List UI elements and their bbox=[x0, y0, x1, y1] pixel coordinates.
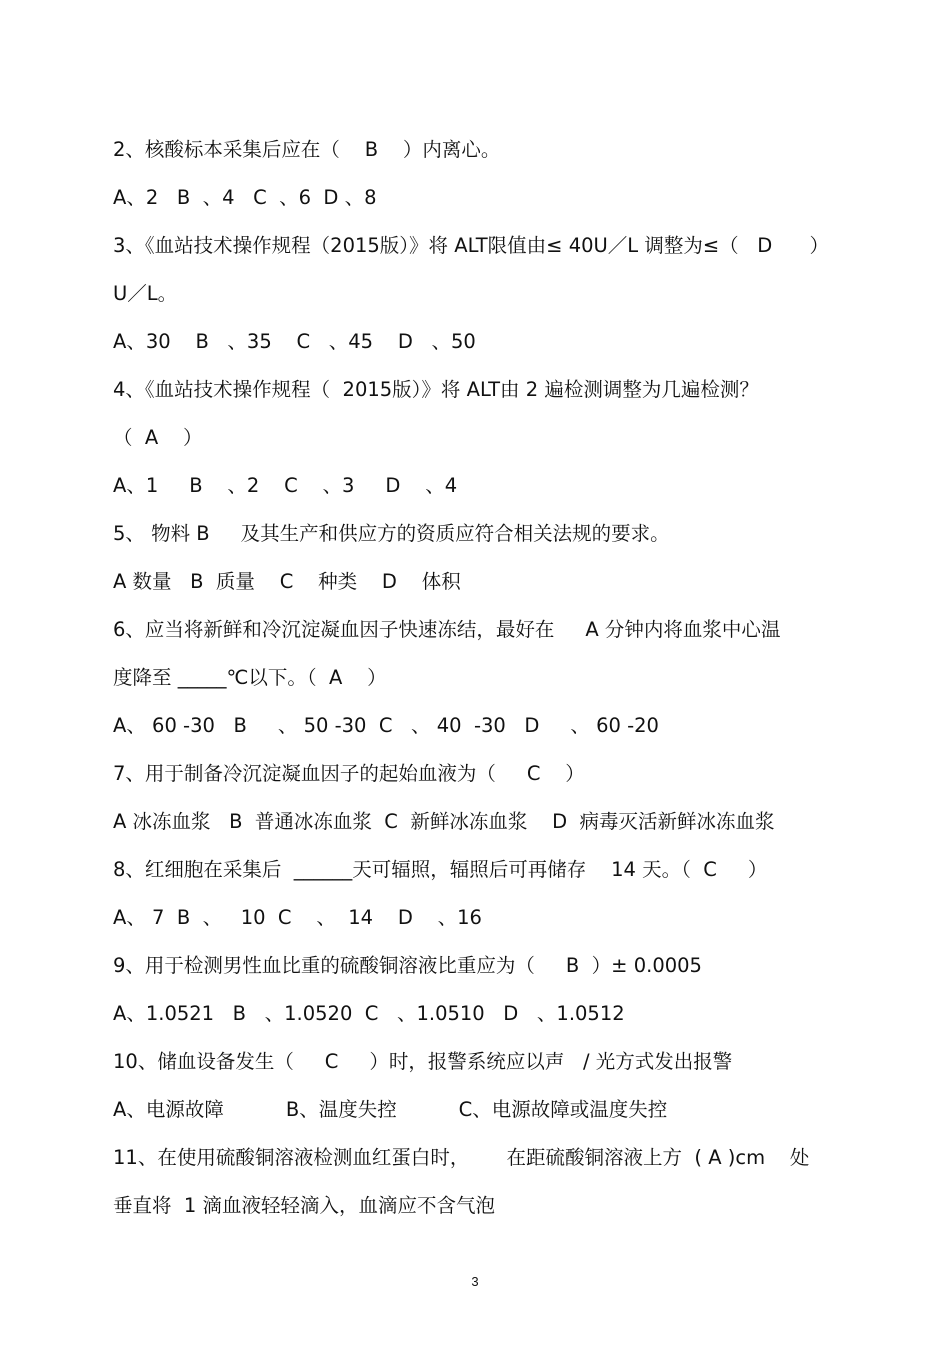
question-2: 2、核酸标本采集后应在（ B ）内离心。 bbox=[113, 138, 501, 161]
question-8: 8、红细胞在采集后 ______天可辐照，辐照后可再储存 14 天。（ C ） bbox=[113, 858, 768, 881]
question-3-continued: U／L。 bbox=[113, 282, 178, 305]
question-11-continued: 垂直将 1 滴血液轻轻滴入，血滴应不含气泡 bbox=[113, 1194, 496, 1217]
question-7-options: A 冰冻血浆 B 普通冰冻血浆 C 新鲜冰冻血浆 D 病毒灭活新鲜冰冻血浆 bbox=[113, 810, 775, 833]
question-7: 7、用于制备冷沉淀凝血因子的起始血液为（ C ） bbox=[113, 762, 585, 785]
question-4-answer: （ A ） bbox=[113, 426, 203, 449]
question-5-options: A 数量 B 质量 C 种类 D 体积 bbox=[113, 570, 461, 593]
question-6-continued: 度降至 _____℃以下。（ A ） bbox=[113, 666, 387, 689]
question-10: 10、储血设备发生（ C ）时，报警系统应以声 / 光方式发出报警 bbox=[113, 1050, 733, 1073]
question-3: 3、《血站技术操作规程（2015版）》将 ALT限值由≤ 40U／L 调整为≤（ D ） bbox=[113, 234, 829, 257]
question-2-options: A、2 B 、4 C 、6 D 、8 bbox=[113, 186, 377, 209]
question-10-options: A、电源故障 B、温度失控 C、电源故障或温度失控 bbox=[113, 1098, 668, 1121]
question-4: 4、《血站技术操作规程（ 2015版）》将 ALT由 2 遍检测调整为几遍检测？ bbox=[113, 378, 759, 401]
question-9: 9、用于检测男性血比重的硫酸铜溶液比重应为（ B ）± 0.0005 bbox=[113, 954, 702, 977]
question-11: 11、在使用硫酸铜溶液检测血红蛋白时， 在距硫酸铜溶液上方 ( A )cm 处 bbox=[113, 1146, 810, 1169]
question-9-options: A、1.0521 B 、1.0520 C 、1.0510 D 、1.0512 bbox=[113, 1002, 625, 1025]
question-6-options: A、 60 -30 B 、 50 -30 C 、 40 -30 D 、 60 -20 bbox=[113, 714, 659, 737]
question-8-options: A、 7 B 、 10 C 、 14 D 、16 bbox=[113, 906, 482, 929]
question-4-options: A、1 B 、2 C 、3 D 、4 bbox=[113, 474, 458, 497]
question-3-options: A、30 B 、35 C 、45 D 、50 bbox=[113, 330, 476, 353]
question-5: 5、 物料 B 及其生产和供应方的资质应符合相关法规的要求。 bbox=[113, 522, 670, 545]
question-list bbox=[113, 126, 843, 1230]
question-6: 6、应当将新鲜和冷沉淀凝血因子快速冻结，最好在 A 分钟内将血浆中心温 bbox=[113, 618, 781, 641]
page-number: 3 bbox=[471, 1274, 479, 1289]
